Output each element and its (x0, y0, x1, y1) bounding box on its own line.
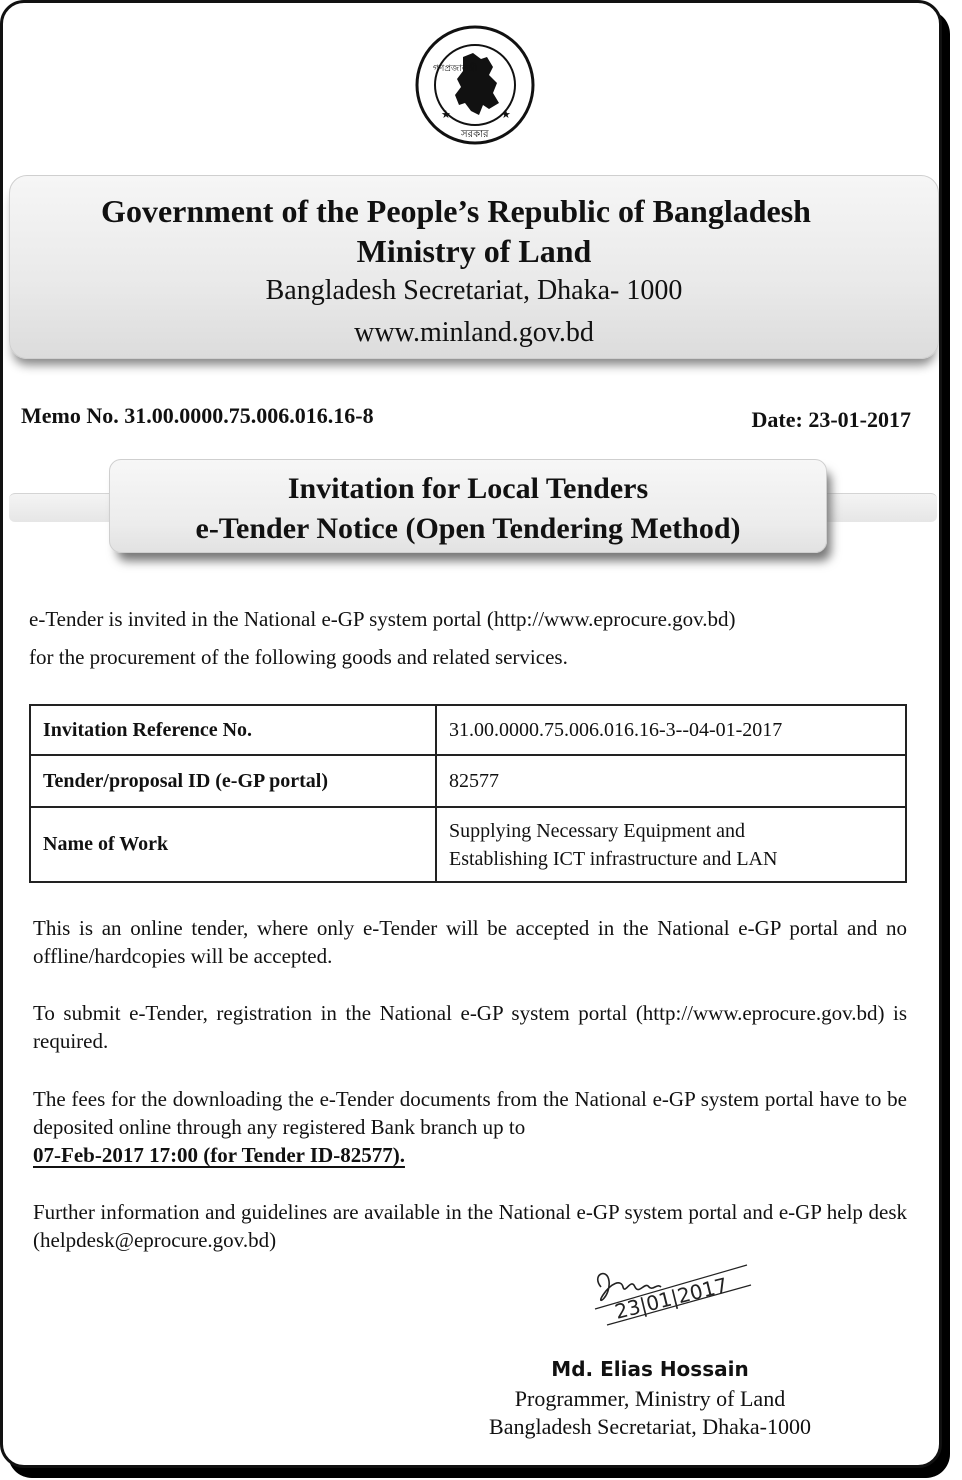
fees-text: The fees for the downloading the e-Tender documents from the National e-GP system portal have to be deposited online through any registered Bank branch up to (33, 1087, 907, 1139)
table-row (30, 705, 906, 755)
notice-title-line1: Invitation for Local Tenders (287, 472, 649, 505)
work-name-line2: Establishing ICT infrastructure and LAN (449, 847, 778, 870)
signer-address: Bangladesh Secretariat, Dhaka-1000 (489, 1414, 811, 1439)
header-banner (9, 175, 939, 359)
table-value (436, 807, 906, 882)
ministry-address: Bangladesh Secretariat, Dhaka- 1000 (265, 275, 683, 306)
svg-text:23|01|2017: 23|01|2017 (612, 1272, 731, 1324)
table-label: Tender/proposal ID (e-GP portal) (30, 755, 436, 807)
helpdesk-paragraph: Further information and guidelines are available in the National e-GP system portal and e-GP help desk (helpdesk@eprocure.gov.bd) (33, 1200, 907, 1252)
handwritten-signature-icon (587, 1257, 757, 1341)
intro-paragraph (29, 600, 909, 676)
notice-title-box (109, 459, 827, 553)
registration-paragraph: To submit e-Tender, registration in the National e-GP system portal (http://www.eprocure.gov.bd) is required. (33, 1001, 907, 1053)
table-row (30, 755, 906, 807)
svg-text:গণপ্রজাতন্ত্রী: গণপ্রজাতন্ত্রী (433, 63, 478, 73)
table-label: Name of Work (30, 807, 436, 882)
notice-title-line2: e-Tender Notice (Open Tendering Method) (195, 512, 741, 545)
svg-text:★: ★ (441, 109, 451, 121)
ministry-title: Ministry of Land (356, 233, 592, 269)
fees-paragraph (33, 1085, 907, 1169)
intro-line2: for the procurement of the following goods and related services. (29, 645, 568, 669)
memo-date: Date: 23-01-2017 (751, 407, 911, 432)
svg-text:সরকার: সরকার (461, 129, 489, 140)
government-title: Government of the People’s Republic of Bangladesh (101, 193, 811, 229)
deadline-text: 07-Feb-2017 17:00 (for Tender ID-82577). (33, 1143, 405, 1167)
ministry-website: www.minland.gov.bd (354, 317, 594, 348)
table-value: 82577 (436, 755, 906, 807)
memo-number: Memo No. 31.00.0000.75.006.016.16-8 (21, 403, 374, 428)
intro-line1: e-Tender is invited in the National e-GP system portal (http://www.eprocure.gov.bd) (29, 607, 736, 631)
signer-role: Programmer, Ministry of Land (514, 1386, 786, 1411)
table-row (30, 807, 906, 882)
signer-name: Md. Elias Hossain (551, 1357, 749, 1381)
svg-text:★: ★ (501, 109, 511, 121)
government-seal-icon (413, 23, 537, 147)
online-tender-paragraph: This is an online tender, where only e-Tender will be accepted in the National e-GP portal and no offline/hardcopies will be accepted. (33, 916, 907, 968)
work-name-line1: Supplying Necessary Equipment and (449, 819, 746, 842)
table-value: 31.00.0000.75.006.016.16-3--04-01-2017 (436, 705, 906, 755)
tender-info-table (29, 704, 907, 883)
table-label: Invitation Reference No. (30, 705, 436, 755)
